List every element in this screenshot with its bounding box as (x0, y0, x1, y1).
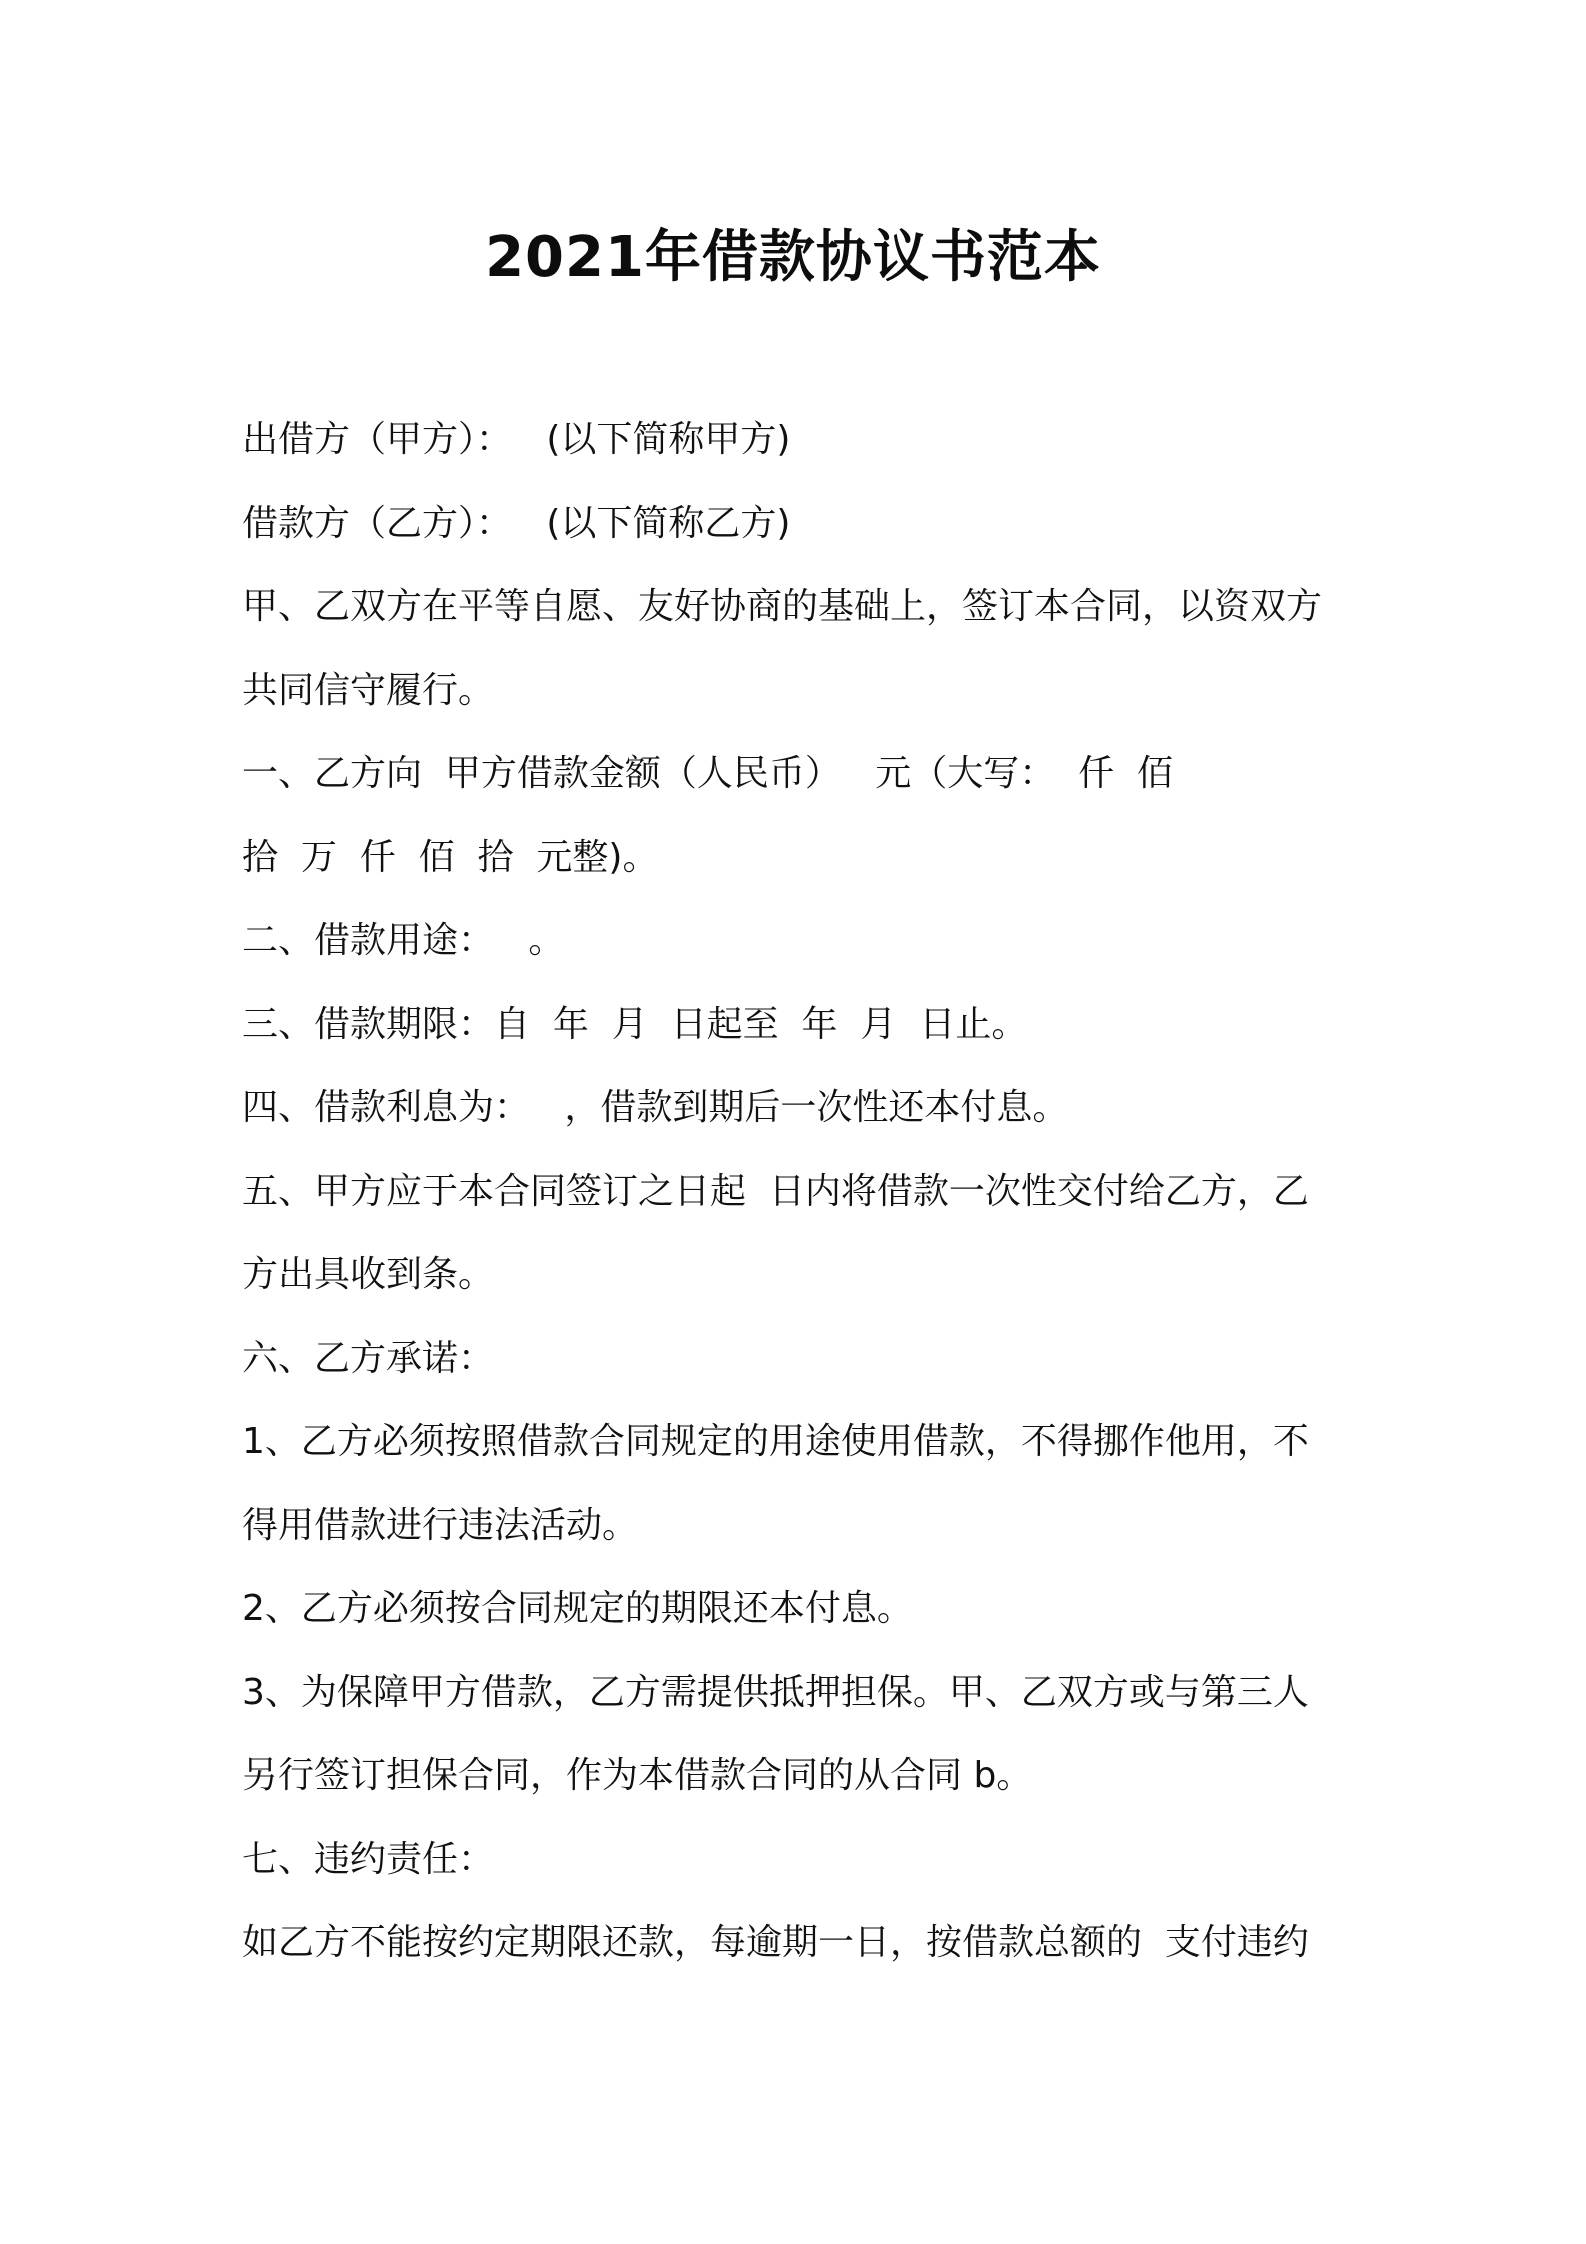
promise-1-line-1: 1、乙方必须按照借款合同规定的用途使用借款，不得挪作他用，不 (242, 1421, 1309, 1462)
breach-line-1: 如乙方不能按约定期限还款，每逾期一日，按借款总额的 支付违约 (242, 1922, 1309, 1963)
clause-7-heading: 七、违约责任： (242, 1838, 495, 1880)
promise-3-line-2: 另行签订担保合同，作为本借款合同的从合同 b。 (242, 1755, 1033, 1796)
clause-2: 二、借款用途： 。 (242, 920, 565, 961)
promise-1-line-2: 得用借款进行违法活动。 (242, 1504, 639, 1546)
clause-6-heading: 六、乙方承诺： (242, 1337, 495, 1379)
lender-line: 出借方（甲方）： (以下简称甲方) (242, 419, 791, 460)
clause-4: 四、借款利息为： ，借款到期后一次性还本付息。 (242, 1087, 1069, 1128)
preamble-line-1: 甲、乙双方在平等自愿、友好协商的基础上，签订本合同，以资双方 (242, 586, 1323, 627)
preamble-line-2: 共同信守履行。 (242, 669, 495, 711)
clause-1-line-2: 拾 万 仟 佰 拾 元整)。 (242, 836, 659, 878)
document-body (242, 398, 1362, 1985)
clause-5-line-2: 方出具收到条。 (242, 1254, 495, 1295)
document-title: 2021年借款协议书范本 (485, 225, 1101, 290)
promise-2: 2、乙方必须按合同规定的期限还本付息。 (242, 1588, 913, 1629)
clause-1-line-1: 一、乙方向 甲方借款金额（人民币） 元（大写： 仟 佰 (242, 753, 1173, 794)
promise-3-line-1: 3、为保障甲方借款，乙方需提供抵押担保。甲、乙双方或与第三人 (242, 1671, 1309, 1713)
borrower-line: 借款方（乙方）： (以下简称乙方) (242, 502, 791, 544)
clause-5-line-1: 五、甲方应于本合同签订之日起 日内将借款一次性交付给乙方，乙 (242, 1170, 1309, 1212)
clause-3: 三、借款期限：自 年 月 日起至 年 月 日止。 (242, 1003, 1028, 1045)
